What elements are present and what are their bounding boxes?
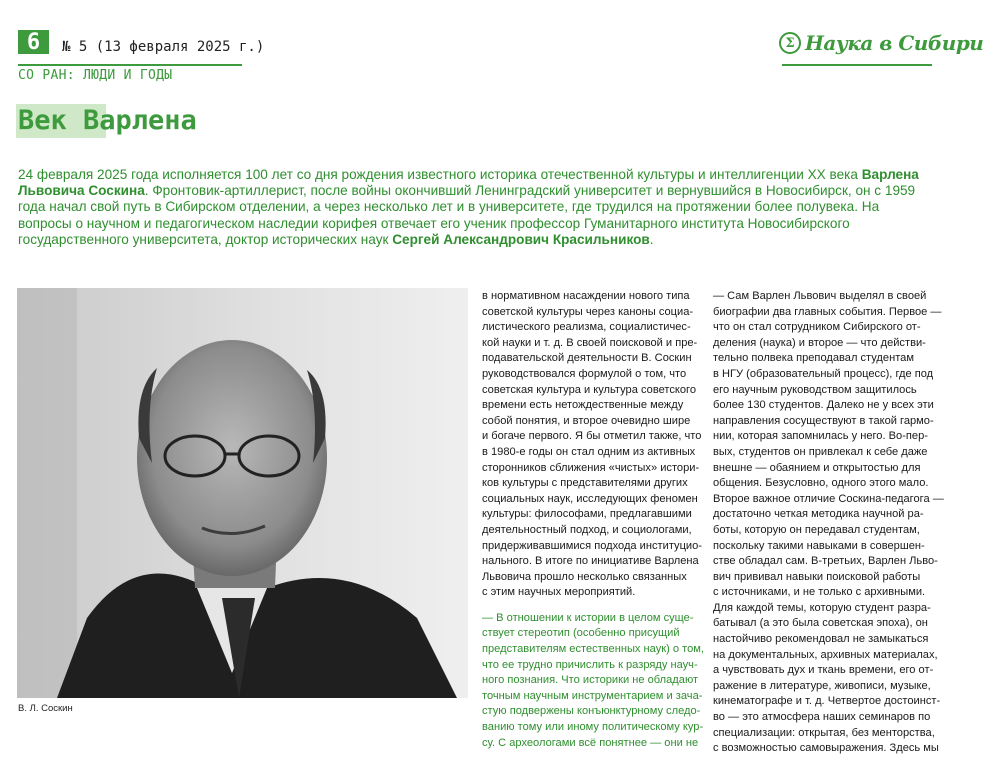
header-rule bbox=[18, 64, 242, 66]
text-line: с этим научных мероприятий. bbox=[482, 586, 636, 599]
text-line: придерживавшимися подхода институцио- bbox=[482, 539, 702, 552]
text-line: — Сам Варлен Львович выделял в своей bbox=[713, 290, 927, 302]
lead-name-subject: Варлена Львовича Соскина bbox=[18, 167, 919, 199]
text-line: более 130 студентов. Далеко не у всех эти bbox=[713, 399, 934, 412]
text-line: стве обладал сам. В-третьих, Варлен Льво- bbox=[713, 555, 938, 568]
section-title: СО РАН: ЛЮДИ И ГОДЫ bbox=[18, 68, 173, 83]
column2-paragraph bbox=[482, 289, 702, 601]
issue-info: № 5 (13 февраля 2025 г.) bbox=[62, 39, 265, 55]
article-column-2 bbox=[482, 289, 704, 751]
text-line: с возможностью самовыражения. Здесь мы bbox=[713, 742, 939, 755]
article-title-block bbox=[16, 104, 197, 138]
text-line: собой понятия, и второе очевидно шире bbox=[482, 414, 691, 427]
text-line: общения. Безусловно, одного этого мало. bbox=[713, 477, 929, 490]
article-lead bbox=[18, 167, 923, 248]
text-line: на документальных, архивных материалах, bbox=[713, 648, 938, 661]
text-line: специализации: открытая, без менторства, bbox=[713, 726, 935, 739]
text-line: батывал (а это была советская эпоха), он bbox=[713, 617, 928, 630]
text-line: руководствовался формулой о том, что bbox=[482, 367, 687, 380]
text-line: биографии два главных события. Первое — bbox=[713, 305, 942, 318]
text-line: а чувствовать дух и ткань времени, его от- bbox=[713, 664, 934, 677]
text-line: боты, которую он передавал студентам, bbox=[713, 523, 920, 536]
photo-caption: В. Л. Соскин bbox=[18, 703, 73, 714]
text-line: ков культуры с представителями других bbox=[482, 477, 688, 490]
question-line: что ее трудно причислить к разряду науч- bbox=[482, 658, 698, 671]
text-line: кой науки и т. д. В своей поисковой и пре- bbox=[482, 336, 698, 349]
text-line: достаточно четкая методика научной ра- bbox=[713, 508, 924, 521]
question-line: точным научным инструментарием и зача- bbox=[482, 689, 703, 702]
article-column-3 bbox=[713, 289, 944, 757]
text-line: Второе важное отличие Соскина-педагога — bbox=[713, 492, 944, 505]
article-title: Век Варлена bbox=[18, 105, 197, 136]
text-line: что он стал сотрудником Сибирского от- bbox=[713, 321, 921, 334]
column3-answer bbox=[713, 289, 944, 757]
text-line: деления (наука) и второе — что действи- bbox=[713, 336, 926, 349]
text-line: в НГУ (образовательный процесс), где под bbox=[713, 367, 934, 380]
text-line: направления сосуществуют в такой гармо- bbox=[713, 414, 934, 427]
text-line: листического реализма, социалистичес- bbox=[482, 321, 691, 334]
lead-name-interviewee: Сергей Александрович Красильников bbox=[392, 231, 650, 247]
portrait-illustration bbox=[17, 288, 468, 698]
question-line: — В отношении к истории в целом суще- bbox=[482, 611, 694, 624]
text-line: нии, которая запомнилась у него. Во-пер- bbox=[713, 430, 928, 443]
text-line: поскольку такими навыками в совершен- bbox=[713, 539, 925, 552]
text-line: в 1980-е годы он стал одним из активных bbox=[482, 445, 696, 458]
text-line: Львовича прошло несколько связанных bbox=[482, 570, 687, 583]
question-line: ствует стереотип (особенно присущий bbox=[482, 627, 680, 640]
question-line: стую подвержены конъюнктурному следо- bbox=[482, 705, 701, 718]
text-line: в нормативном насаждении нового типа bbox=[482, 290, 690, 302]
text-line: его научным руководством защитилось bbox=[713, 383, 917, 396]
text-line: советская культура и культура советского bbox=[482, 383, 697, 396]
text-line: нального. В итоге по инициативе Варлена bbox=[482, 555, 699, 568]
page-number: 6 bbox=[18, 30, 49, 54]
text-line: культуры: философами, предлагавшими bbox=[482, 508, 692, 521]
text-line: и богаче первого. Я бы отметил также, что bbox=[482, 430, 702, 443]
logo-text: Наука в Сибири bbox=[805, 31, 983, 55]
portrait-photo bbox=[17, 288, 468, 698]
text-line: вич прививал навыки поисковой работы bbox=[713, 570, 921, 583]
newspaper-logo[interactable] bbox=[779, 27, 983, 59]
text-line: Для каждой темы, которую студент разра- bbox=[713, 601, 931, 614]
text-line: сторонников сближения «чистых» истори- bbox=[482, 461, 700, 474]
question-line: ванию тому или иному политическому кур- bbox=[482, 721, 704, 734]
text-line: кинематографе и т. д. Четвертое достоинст- bbox=[713, 695, 941, 708]
question-line: представителям естественных наук) о том, bbox=[482, 643, 704, 656]
text-line: ражение в литературе, живописи, музыке, bbox=[713, 679, 931, 692]
question-line: су. С археологами всё понятнее — они не bbox=[482, 736, 699, 749]
text-line: с источниками, и не только с архивными. bbox=[713, 586, 926, 599]
lead-text-2: . Фронтовик-артиллерист, после войны окончивший Ленинградский университет и вернувшийся в Новосибирск, он с 1959 года начал свой путь в Сибирском отделении, а через несколько лет и в университете, где трудился на протяжении более полувека. На вопросы о научном и педагогическом наследии корифея отвечает его ученик профессор Гуманитарного института Новосибирского государственного университета, доктор исторических наук bbox=[18, 183, 916, 247]
text-line: социальных наук, исследующих феномен bbox=[482, 492, 698, 505]
column2-question bbox=[482, 611, 704, 751]
text-line: настойчиво рекомендовал не замыкаться bbox=[713, 633, 929, 646]
text-line: времени есть нетождественные между bbox=[482, 399, 684, 412]
text-line: подавательской деятельности В. Соскин bbox=[482, 352, 692, 365]
lead-text-1: 24 февраля 2025 года исполняется 100 лет со дня рождения известного историка отечественной культуры и интеллигенции XX века bbox=[18, 167, 862, 182]
lead-text-3: . bbox=[649, 231, 654, 247]
text-line: деятельностный подход, и социологами, bbox=[482, 523, 692, 536]
text-line: во — это атмосфера наших семинаров по bbox=[713, 711, 931, 724]
text-line: вых, студентов он привлекал к себе даже bbox=[713, 445, 928, 458]
logo-rule bbox=[782, 64, 932, 66]
text-line: внешне — обаянием и открытостью для bbox=[713, 461, 921, 474]
text-line: советской культуры через каноны социа- bbox=[482, 305, 694, 318]
text-line: тельно полвека преподавал студентам bbox=[713, 352, 914, 365]
logo-emblem-icon: Σ bbox=[779, 32, 801, 54]
question-line: ного познания. Что историки не обладают bbox=[482, 674, 699, 687]
